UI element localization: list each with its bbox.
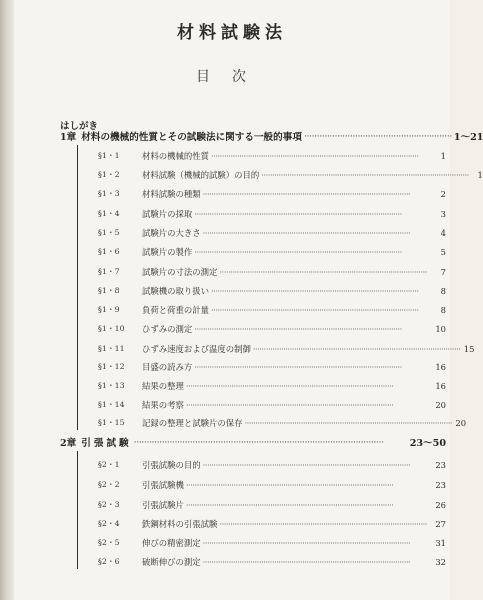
dot-leader: ································································································: [185, 399, 394, 410]
toc-section-entry: [98, 185, 446, 202]
chapter-1-bracket-line: [77, 145, 78, 430]
section-page: 16: [435, 380, 446, 391]
dot-leader: ································································································: [185, 479, 394, 490]
section-number: §1・9: [98, 305, 120, 314]
toc-heading: 目次: [196, 69, 268, 85]
section-page: 20: [455, 417, 467, 428]
chapter-2-bracket-line: [77, 451, 78, 569]
section-number: §2・5: [98, 538, 120, 547]
section-number: §2・6: [98, 557, 120, 566]
section-number: §1・5: [98, 228, 120, 237]
toc-section-entry: [98, 282, 446, 299]
section-title: 記録の整理と試験片の保存: [142, 417, 243, 428]
section-page: 23: [435, 459, 446, 470]
chapter-title: 引張試験: [81, 438, 132, 449]
toc-section-entry: [98, 377, 446, 394]
section-page: 15: [463, 343, 475, 354]
section-page: 1: [440, 150, 446, 161]
section-title: 材料試験（機械的試験）の目的: [142, 169, 260, 180]
section-page: 31: [435, 537, 446, 548]
chapter-pages: 23〜50: [409, 438, 446, 449]
dot-leader: ··································································································: [133, 436, 384, 448]
section-title: 引張試験機: [142, 479, 184, 490]
dot-leader: ································································································: [194, 246, 402, 257]
section-number: §1・13: [98, 381, 125, 390]
toc-section-entry: [98, 263, 446, 280]
section-page: 1: [477, 169, 483, 180]
section-number: §1・7: [98, 267, 120, 276]
section-title: 試験片の採取: [142, 208, 193, 219]
section-title: 試験片の製作: [142, 246, 193, 257]
toc-section-entry: [98, 243, 446, 260]
toc-section-entry: [98, 414, 467, 431]
section-title: 鉄鋼材料の引張試験: [142, 518, 218, 529]
dot-leader: ································································································: [219, 518, 427, 529]
dot-leader: ································································································: [185, 499, 394, 510]
toc-section-entry: [98, 534, 446, 551]
section-page: 2: [440, 188, 446, 199]
dot-leader: ································································································: [194, 361, 402, 372]
dot-leader: ································································································: [244, 417, 453, 428]
toc-section-entry: [98, 224, 446, 241]
chapter-pages: 1〜21: [453, 132, 483, 143]
section-number: §1・15: [98, 418, 125, 427]
section-number: §2・2: [98, 480, 120, 489]
toc-section-entry: [98, 553, 446, 570]
dot-leader: ································································································: [194, 323, 402, 334]
dot-leader: ································································································: [219, 266, 427, 277]
chapter-number: 2章: [60, 438, 77, 449]
dot-leader: ································································································: [202, 459, 411, 470]
section-title: 試験片の寸法の測定: [142, 266, 218, 277]
section-page: 16: [435, 361, 446, 372]
dot-leader: ································································································: [252, 343, 461, 354]
section-title: 材料の機械的性質: [142, 150, 209, 161]
section-number: §1・6: [98, 247, 120, 256]
section-number: §2・1: [98, 460, 120, 469]
section-title: 目盛の読み方: [142, 361, 193, 372]
section-page: 7: [440, 266, 446, 277]
section-title: 試験機の取り扱い: [142, 285, 209, 296]
section-page: 8: [440, 285, 446, 296]
section-page: 5: [440, 246, 446, 257]
preface-entry: はしがき: [60, 121, 99, 132]
toc-section-entry: [98, 166, 483, 183]
section-page: 10: [435, 323, 446, 334]
section-title: 材料試験の種類: [142, 188, 201, 199]
section-number: §1・10: [98, 324, 125, 333]
dot-leader: ································································································: [261, 169, 469, 180]
section-title: 破断伸びの測定: [142, 556, 201, 567]
section-number: §1・2: [98, 170, 120, 179]
toc-section-entry: [98, 205, 446, 222]
section-title: 結果の考察: [142, 399, 184, 410]
chapter-title: 材料の機械的性質とその試験法に関する一般的事項: [81, 132, 302, 143]
section-number: §1・11: [98, 344, 125, 353]
toc-section-entry: [98, 476, 446, 493]
section-page: 8: [440, 304, 446, 315]
dot-leader: ································································································: [202, 188, 411, 199]
dot-leader: ································································································: [202, 227, 411, 238]
section-title: 引張試験の目的: [142, 459, 201, 470]
section-title: 負荷と荷重の計量: [142, 304, 209, 315]
dot-leader: ··························································: [303, 130, 452, 142]
dot-leader: ································································································: [202, 537, 411, 548]
toc-section-entry: [98, 515, 446, 532]
toc-section-entry: [98, 396, 446, 413]
section-number: §1・1: [98, 151, 120, 160]
section-number: §2・4: [98, 519, 120, 528]
section-page: 20: [435, 399, 446, 410]
section-title: 引張試験片: [142, 499, 184, 510]
dot-leader: ································································································: [211, 304, 419, 315]
toc-section-entry: [98, 320, 446, 337]
section-number: §1・4: [98, 209, 120, 218]
section-page: 26: [435, 499, 446, 510]
section-number: §1・14: [98, 400, 125, 409]
dot-leader: ································································································: [194, 208, 402, 219]
toc-section-entry: [98, 301, 446, 318]
dot-leader: ································································································: [211, 285, 419, 296]
toc-section-entry: [98, 358, 446, 375]
dot-leader: ································································································: [202, 556, 411, 567]
dot-leader: ································································································: [211, 150, 419, 161]
section-number: §1・8: [98, 286, 120, 295]
section-page: 32: [435, 556, 446, 567]
section-title: 結果の整理: [142, 380, 184, 391]
section-number: §1・12: [98, 362, 125, 371]
toc-section-entry: [98, 456, 446, 473]
toc-page: [14, 0, 483, 600]
section-number: §2・3: [98, 500, 120, 509]
section-page: 27: [435, 518, 446, 529]
section-number: §1・3: [98, 189, 120, 198]
chapter-1-entry: [60, 128, 483, 144]
chapter-number: 1章: [60, 132, 77, 143]
chapter-2-entry: [60, 434, 446, 450]
dot-leader: ································································································: [185, 380, 394, 391]
section-page: 3: [440, 208, 446, 219]
book-title: 材料試験法: [177, 23, 287, 43]
section-page: 23: [435, 479, 446, 490]
toc-section-entry: [98, 147, 446, 164]
book-spine-shadow: [0, 0, 14, 600]
section-title: 試験片の大きさ: [142, 227, 201, 238]
section-title: ひずみの測定: [142, 323, 193, 334]
toc-section-entry: [98, 496, 446, 513]
toc-section-entry: [98, 340, 475, 357]
section-title: 伸びの精密測定: [142, 537, 201, 548]
section-title: ひずみ速度および温度の制御: [142, 343, 251, 354]
section-page: 4: [440, 227, 446, 238]
